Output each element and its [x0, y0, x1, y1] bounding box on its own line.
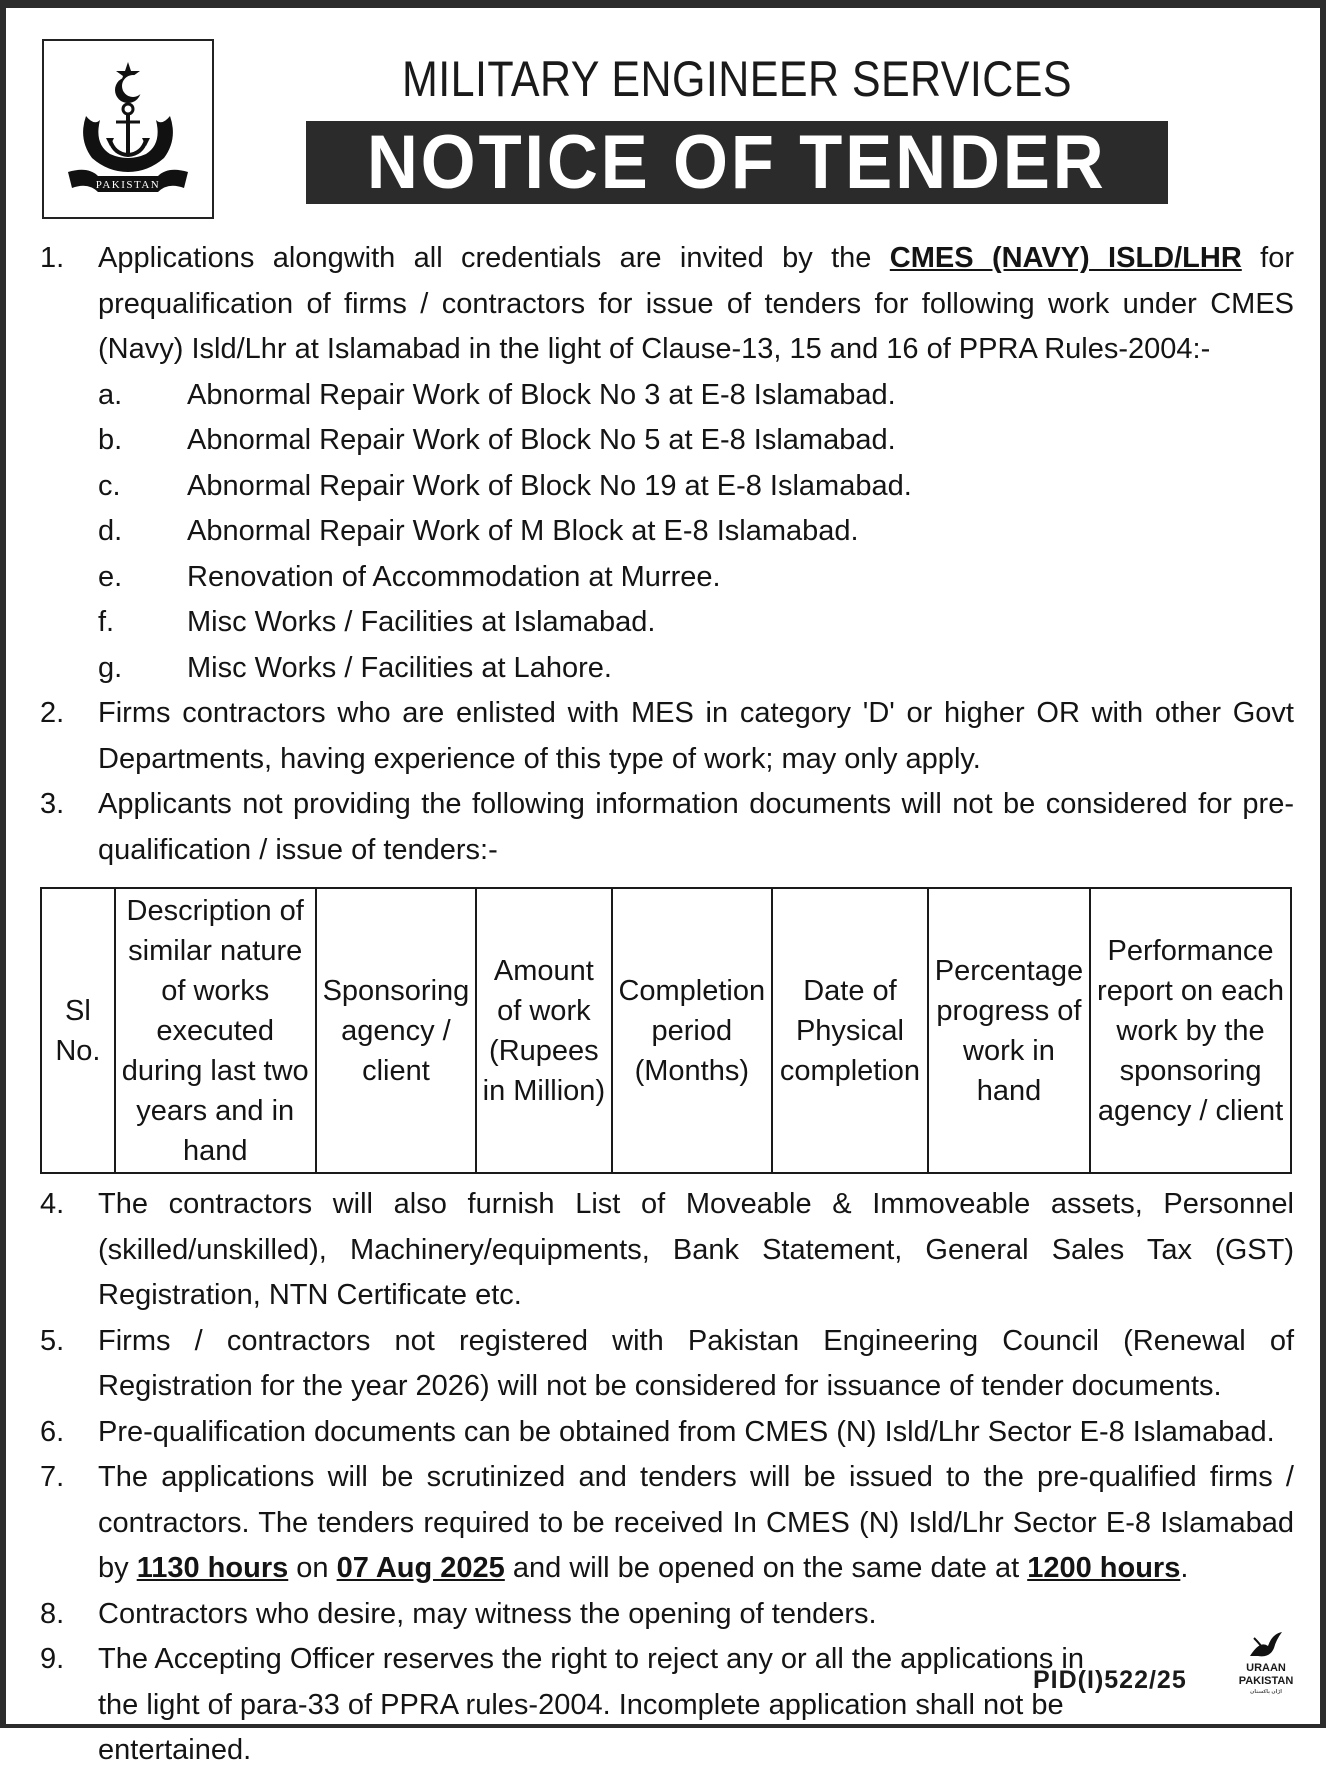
- svg-text:PAKISTAN: PAKISTAN: [95, 179, 161, 191]
- table-header-cell: Description of similar nature of works executed during last two years and in hand: [115, 888, 316, 1173]
- paragraph-text: Pre-qualification documents can be obtained from CMES (N) Isld/Lhr Sector E-8 Islamabad.: [98, 1415, 1275, 1448]
- paragraph-text: The contractors will also furnish List of Moveable & Immoveable assets, Personnel (skilled/unskilled), Machinery/equipments, Bank Statement, General Sales Tax (GST) Registration, NTN Certificate etc.: [98, 1188, 1294, 1311]
- paragraph-8: [40, 1592, 1294, 1638]
- paragraph-number: 2.: [40, 697, 65, 729]
- paragraph-4: [40, 1182, 1294, 1319]
- paragraph-text: Contractors who desire, may witness the opening of tenders.: [98, 1597, 877, 1630]
- paragraph-1: [40, 236, 1294, 373]
- paragraph-number: 4.: [40, 1188, 65, 1220]
- paragraph-3: [40, 782, 1294, 873]
- table-header-cell: Percentage progress of work in hand: [928, 888, 1090, 1173]
- paragraph-5: [40, 1319, 1294, 1410]
- office-name: CMES (NAVY) ISLD/LHR: [889, 242, 1242, 274]
- paragraph-2: [40, 691, 1294, 782]
- work-item: d. Abnormal Repair Work of M Block at E-8 Islamabad.: [98, 515, 859, 547]
- paragraph-text: Applications alongwith all credentials are invited by the CMES (NAVY) ISLD/LHR for prequalification of firms / contractors for issue of tenders for following work under CMES (Navy) Isld/Lhr at Islamabad in the light of Clause-13, 15 and 16 of PPRA Rules-2004:-: [98, 242, 1294, 365]
- paragraph-text: Firms / contractors not registered with Pakistan Engineering Council (Renewal of Registration for the year 2026) will not be considered for issuance of tender documents.: [98, 1324, 1294, 1402]
- information-table: [40, 887, 1292, 1174]
- table-header-cell: Completion period (Months): [612, 888, 773, 1173]
- table-header-cell: Sl No.: [41, 888, 115, 1173]
- pid-number: PID(I)522/25: [1033, 1666, 1187, 1694]
- paragraph-number: 9.: [40, 1643, 65, 1675]
- paragraph-number: 7.: [40, 1461, 65, 1493]
- work-item: b. Abnormal Repair Work of Block No 5 at E-8 Islamabad.: [98, 424, 896, 456]
- work-item: c. Abnormal Repair Work of Block No 19 at E-8 Islamabad.: [98, 469, 912, 502]
- table-header-cell: Sponsoring agency / client: [316, 888, 477, 1173]
- notice-body: [40, 236, 1294, 1774]
- table-header-cell: Amount of work (Rupees in Million): [476, 888, 611, 1173]
- paragraph-number: 3.: [40, 788, 65, 820]
- paragraph-number: 8.: [40, 1597, 65, 1630]
- work-item: a. Abnormal Repair Work of Block No 3 at E-8 Islamabad.: [98, 378, 896, 411]
- work-item: f. Misc Works / Facilities at Islamabad.: [98, 606, 656, 638]
- paragraph-number: 6.: [40, 1415, 65, 1448]
- title-banner: [306, 121, 1168, 204]
- navy-crest-icon: [58, 54, 198, 204]
- work-item: e. Renovation of Accommodation at Murree.: [98, 560, 721, 593]
- paragraph-number: 5.: [40, 1324, 65, 1357]
- bird-logo-icon: [1246, 1630, 1286, 1660]
- paragraph-number: 1.: [40, 242, 65, 274]
- paragraph-6: [40, 1410, 1294, 1456]
- work-item: g. Misc Works / Facilities at Lahore.: [98, 651, 612, 684]
- submission-time: 1130 hours: [136, 1552, 289, 1584]
- uraan-pakistan-logo: URAAN PAKISTAN اڑان پاکستان: [1228, 1630, 1304, 1696]
- submission-date: 07 Aug 2025: [336, 1552, 505, 1584]
- paragraph-7: [40, 1455, 1294, 1592]
- table-header-cell: Performance report on each work by the sponsoring agency / client: [1090, 888, 1291, 1173]
- paragraph-text: Applicants not providing the following information documents will not be considered for pre-qualification / issue of tenders:-: [98, 788, 1294, 866]
- organization-name: MILITARY ENGINEER SERVICES: [402, 51, 1072, 107]
- table-header-row: [41, 888, 1291, 1173]
- opening-time: 1200 hours: [1027, 1552, 1181, 1584]
- paragraph-9: [40, 1637, 1294, 1774]
- page-title: NOTICE OF TENDER: [367, 120, 1107, 205]
- paragraph-text: The applications will be scrutinized and tenders will be issued to the pre-qualified firms / contractors. The tenders required to be received In CMES (N) Isld/Lhr Sector E-8 Islamabad by 1130 hours on 07 Aug 2025 and will be opened on the same date at 1200 hours.: [98, 1461, 1294, 1584]
- paragraph-text: Firms contractors who are enlisted with MES in category 'D' or higher OR with other Govt Departments, having experience of this type of work; may only apply.: [98, 697, 1294, 775]
- pakistan-navy-emblem: [42, 39, 214, 219]
- paragraph-text: The Accepting Officer reserves the right to reject any or all the applications in the light of para-33 of PPRA rules-2004. Incomplete application shall not be entertained.: [98, 1643, 1084, 1766]
- table-header-cell: Date of Physical completion: [772, 888, 928, 1173]
